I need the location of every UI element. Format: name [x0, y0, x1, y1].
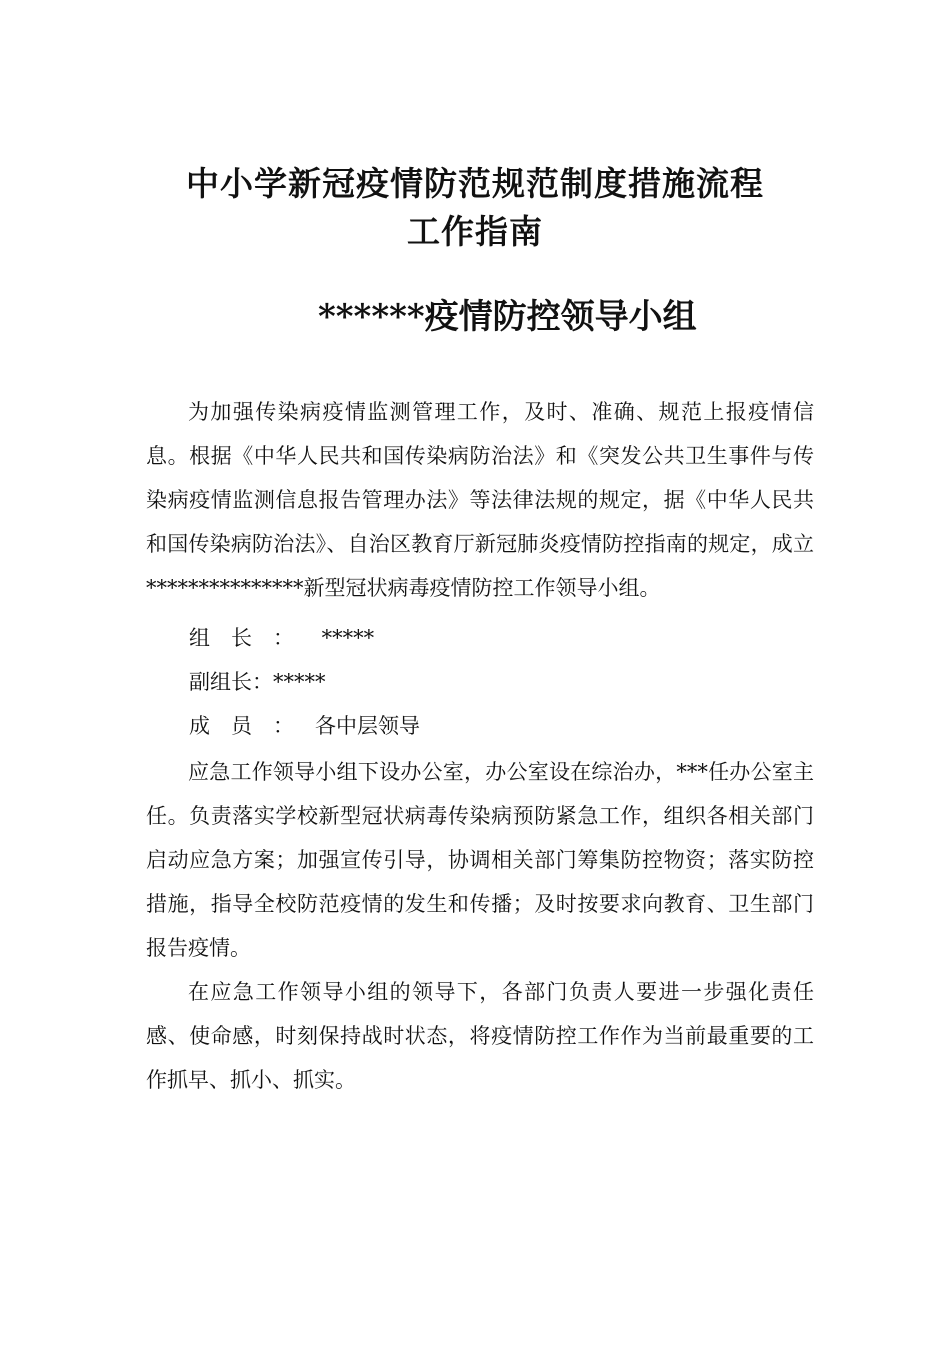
paragraph-responsibility: 在应急工作领导小组的领导下，各部门负责人要进一步强化责任感、使命感，时刻保持战时状态，将疫情防控工作作为当前最重要的工作抓早、抓小、抓实。	[146, 980, 814, 1092]
paragraph-intro: 为加强传染病疫情监测管理工作，及时、准确、规范上报疫情信息。根据《中华人民共和国传染病防治法》和《突发公共卫生事件与传染病疫情监测信息报告管理办法》等法律法规的规定，据《中华人民共和国传染病防治法》、自治区教育厅新冠肺炎疫情防控指南的规定，成立***************新型冠状病毒疫情防控工作领导小组。	[146, 400, 814, 600]
member-label: 成员：	[189, 714, 315, 738]
member-value: *****	[315, 626, 375, 650]
member-label: 组长：	[189, 626, 315, 650]
document-title-line2: 工作指南	[407, 212, 543, 251]
document-title: 中小学新冠疫情防范规范制度措施流程	[186, 164, 764, 203]
member-line-leader	[189, 616, 374, 660]
document-subtitle: ******疫情防控领导小组	[318, 297, 697, 337]
member-value: 各中层领导	[315, 714, 420, 738]
paragraph-office: 应急工作领导小组下设办公室，办公室设在综治办，***任办公室主任。负责落实学校新型冠状病毒传染病预防紧急工作，组织各相关部门启动应急方案；加强宣传引导，协调相关部门筹集防控物资；落实防控措施，指导全校防范疫情的发生和传播；及时按要求向教育、卫生部门报告疫情。	[146, 760, 814, 960]
member-line-members	[189, 704, 420, 748]
member-label: 副组长：	[189, 670, 273, 694]
member-value: *****	[273, 670, 326, 694]
member-line-deputy	[189, 660, 326, 704]
